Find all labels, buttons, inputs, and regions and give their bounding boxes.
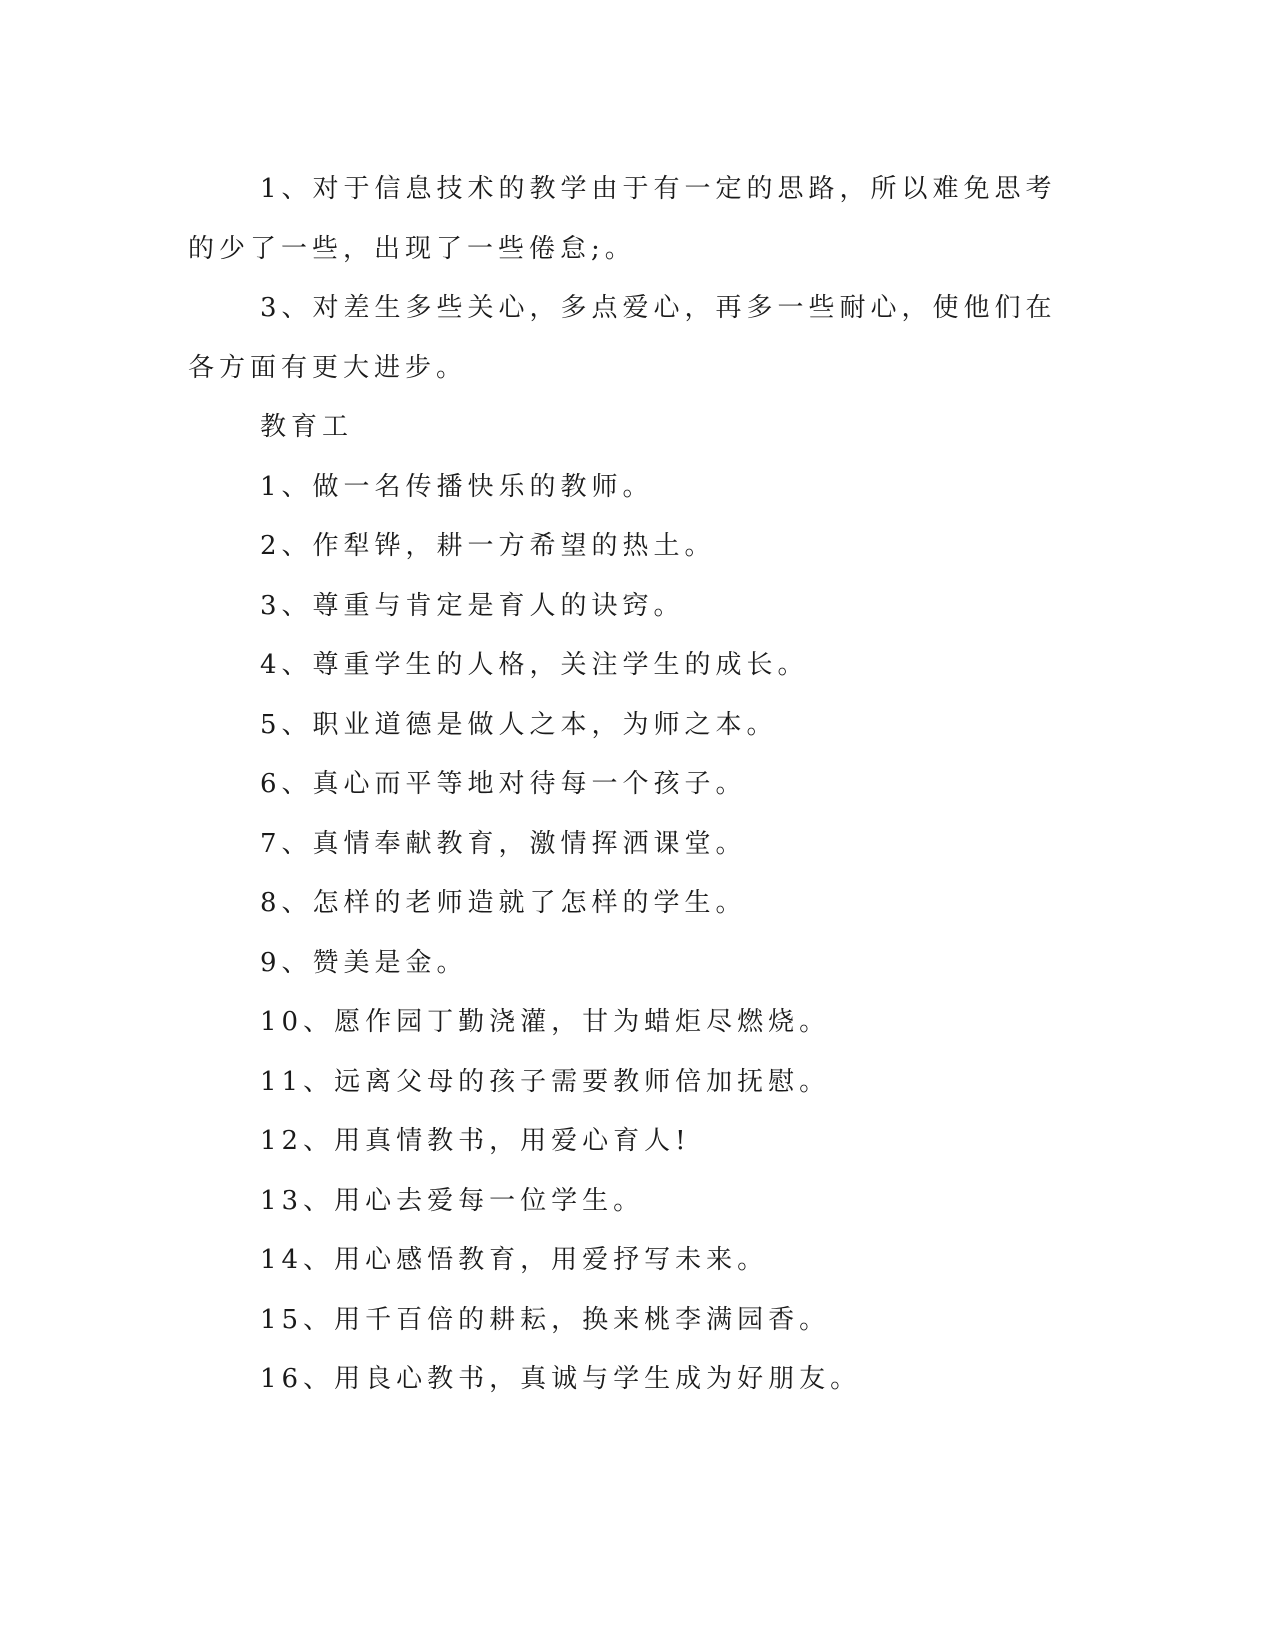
paragraph-2: 3、对差生多些关心，多点爱心，再多一些耐心，使他们在各方面有更大进步。 [188, 293, 1057, 383]
list-item: 2、作犁铧，耕一方希望的热土。 [260, 531, 716, 561]
paragraph-1: 1、对于信息技术的教学由于有一定的思路，所以难免思考的少了一些，出现了一些倦怠;。 [188, 174, 1057, 264]
list-item: 6、真心而平等地对待每一个孩子。 [260, 769, 747, 799]
list-item: 8、怎样的老师造就了怎样的学生。 [260, 888, 747, 918]
list-item: 1、做一名传播快乐的教师。 [260, 471, 654, 502]
list-item: 12、用真情教书，用爱心育人! [260, 1126, 691, 1156]
list-item: 15、用千百倍的耕耘，换来桃李满园香。 [260, 1304, 831, 1335]
list-item: 9、赞美是金。 [260, 947, 468, 978]
list-item: 3、尊重与肯定是育人的诀窍。 [260, 590, 685, 621]
list-item: 16、用良心教书，真诚与学生成为好朋友。 [260, 1364, 862, 1394]
list-item: 14、用心感悟教育，用爱抒写未来。 [260, 1245, 769, 1275]
list-item: 7、真情奉献教育，激情挥洒课堂。 [260, 828, 747, 859]
section-heading: 教育工 [260, 412, 354, 442]
list-item: 13、用心去爱每一位学生。 [260, 1185, 645, 1216]
list-item: 5、职业道德是做人之本，为师之本。 [260, 709, 778, 740]
document-body [188, 160, 1058, 1410]
list-item: 4、尊重学生的人格，关注学生的成长。 [260, 650, 809, 680]
list-item: 11、远离父母的孩子需要教师倍加抚慰。 [260, 1066, 831, 1097]
list-item: 10、愿作园丁勤浇灌，甘为蜡炬尽燃烧。 [260, 1007, 831, 1037]
